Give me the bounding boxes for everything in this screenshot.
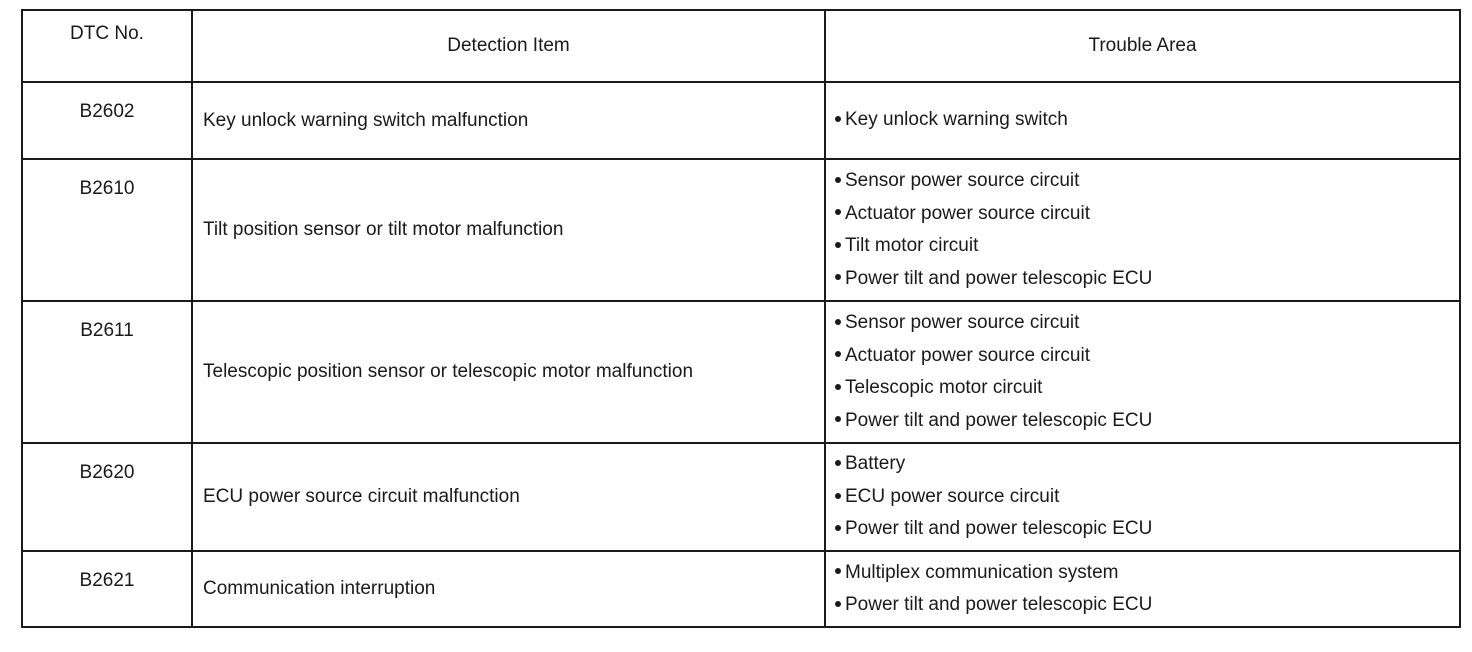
trouble-area-text: Key unlock warning switch	[845, 109, 1068, 131]
dtc-code: B2621	[22, 551, 192, 627]
trouble-area-list	[835, 557, 1459, 622]
detection-item: Communication interruption	[192, 551, 825, 627]
list-item	[835, 307, 1459, 340]
trouble-area-text: ECU power source circuit	[845, 485, 1060, 507]
bullet-icon	[835, 568, 841, 574]
dtc-code: B2611	[22, 301, 192, 443]
list-item	[835, 104, 1459, 137]
trouble-area-text: Multiplex communication system	[845, 561, 1119, 583]
trouble-area-text: Battery	[845, 453, 906, 475]
bullet-icon	[835, 274, 841, 280]
table-row	[22, 159, 1460, 301]
trouble-area	[825, 159, 1460, 301]
header-detection-item: Detection Item	[192, 10, 825, 82]
bullet-icon	[835, 493, 841, 499]
header-trouble-area: Trouble Area	[825, 10, 1460, 82]
table-row	[22, 82, 1460, 159]
list-item	[835, 557, 1459, 590]
list-item	[835, 340, 1459, 373]
list-item	[835, 263, 1459, 296]
table-row	[22, 301, 1460, 443]
trouble-area-text: Sensor power source circuit	[845, 312, 1080, 333]
dtc-code: B2610	[22, 159, 192, 301]
bullet-icon	[835, 525, 841, 531]
trouble-area-list	[835, 104, 1459, 137]
trouble-area-text: Actuator power source circuit	[845, 344, 1090, 366]
trouble-area-list	[835, 165, 1459, 295]
bullet-icon	[835, 209, 841, 215]
bullet-icon	[835, 319, 841, 325]
trouble-area-text: Power tilt and power telescopic ECU	[845, 409, 1153, 431]
list-item	[835, 372, 1459, 405]
detection-item: Key unlock warning switch malfunction	[192, 82, 825, 159]
detection-item: ECU power source circuit malfunction	[192, 443, 825, 551]
trouble-area	[825, 82, 1460, 159]
dtc-code: B2602	[22, 82, 192, 159]
bullet-icon	[835, 460, 841, 466]
trouble-area-text: Power tilt and power telescopic ECU	[845, 267, 1153, 289]
trouble-area-text: Sensor power source circuit	[845, 170, 1080, 191]
detection-item: Telescopic position sensor or telescopic motor malfunction	[192, 301, 825, 443]
trouble-area-text: Actuator power source circuit	[845, 202, 1090, 224]
trouble-area-text: Tilt motor circuit	[845, 235, 979, 256]
list-item	[835, 405, 1459, 438]
list-item	[835, 165, 1459, 198]
header-row	[22, 10, 1460, 82]
trouble-area-text: Power tilt and power telescopic ECU	[845, 518, 1153, 540]
trouble-area	[825, 301, 1460, 443]
trouble-area-text: Power tilt and power telescopic ECU	[845, 594, 1153, 615]
trouble-area	[825, 443, 1460, 551]
list-item	[835, 513, 1459, 546]
bullet-icon	[835, 177, 841, 183]
bullet-icon	[835, 351, 841, 357]
dtc-code: B2620	[22, 443, 192, 551]
bullet-icon	[835, 116, 841, 122]
table-row	[22, 551, 1460, 627]
trouble-area-list	[835, 307, 1459, 437]
list-item	[835, 481, 1459, 514]
list-item	[835, 198, 1459, 231]
list-item	[835, 589, 1459, 622]
detection-item: Tilt position sensor or tilt motor malfunction	[192, 159, 825, 301]
trouble-area-list	[835, 448, 1459, 546]
table-row	[22, 443, 1460, 551]
header-dtc-no: DTC No.	[22, 10, 192, 82]
bullet-icon	[835, 416, 841, 422]
list-item	[835, 448, 1459, 481]
bullet-icon	[835, 384, 841, 390]
dtc-table	[21, 9, 1461, 628]
list-item	[835, 230, 1459, 263]
bullet-icon	[835, 242, 841, 248]
trouble-area-text: Telescopic motor circuit	[845, 377, 1043, 398]
trouble-area	[825, 551, 1460, 627]
bullet-icon	[835, 601, 841, 607]
